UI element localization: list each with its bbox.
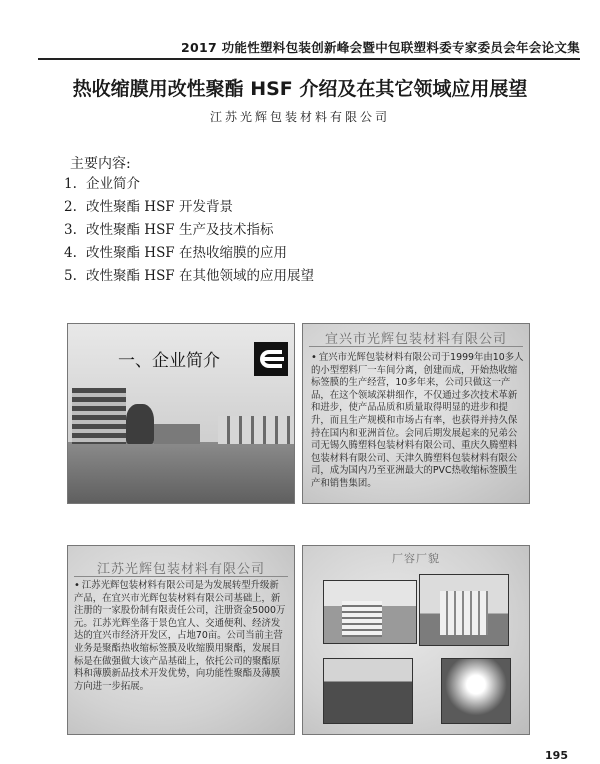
slide-body-text: 江苏光辉包装材料有限公司是为发展转型升级新产品，在宜兴市光辉包装材料有限公司基础上，新注册的一家股份制有限责任公司，注册资金5000万元。江苏光辉坐落于景色宜人、交通便利、经济发达的宜兴市经济开发区，占地70亩。公司当前主营业务是聚酯热收缩标签膜及收缩膜用聚酯，发展目标是在做强做大该产品基础上，依托公司的聚酯原料和薄膜新品技术开发优势，向功能性聚酯及薄膜方向进一步拓展。 (74, 580, 286, 692)
bullet-icon: • (74, 580, 80, 591)
item-number: 1. (64, 176, 77, 192)
item-number: 3. (64, 222, 77, 238)
article-title: 热收缩膜用改性聚酯 HSF 介绍及在其它领域应用展望 (72, 78, 528, 100)
list-item (64, 242, 314, 265)
logo-bar-icon (264, 357, 284, 361)
slide-heading: 一、企业简介 (118, 351, 220, 371)
slide-body (74, 580, 288, 693)
slide-company-intro (67, 323, 295, 504)
slide-title: 厂容厂貌 (392, 552, 440, 565)
author-affiliation: 江苏光辉包装材料有限公司 (209, 110, 390, 124)
bullet-icon: • (311, 352, 317, 363)
tree-photo (126, 404, 154, 444)
factory-photo (323, 580, 417, 644)
header-rule (38, 58, 580, 60)
photo-ground (68, 442, 294, 504)
item-number: 5. (64, 268, 77, 284)
item-text: 企业简介 (86, 176, 140, 192)
page-number: 195 (545, 749, 568, 762)
slide-divider (74, 576, 288, 577)
factory-building-photo (72, 388, 126, 444)
slide-jiangsu-company (67, 545, 295, 735)
item-text: 改性聚酯 HSF 生产及技术指标 (86, 222, 274, 238)
list-item (64, 219, 314, 242)
item-text: 改性聚酯 HSF 在其他领域的应用展望 (86, 268, 314, 284)
company-logo-icon (254, 342, 288, 376)
list-item (64, 196, 314, 219)
contents-list (64, 173, 314, 288)
slide-factory-view (302, 545, 530, 735)
factory-building-photo (218, 416, 295, 444)
slide-divider (309, 346, 523, 347)
list-item (64, 265, 314, 288)
slide-title: 江苏光辉包装材料有限公司 (96, 562, 265, 577)
slide-yixing-company (302, 323, 530, 504)
factory-photo (441, 658, 511, 724)
item-text: 改性聚酯 HSF 在热收缩膜的应用 (86, 245, 287, 261)
item-number: 4. (64, 245, 77, 261)
factory-building-photo (154, 424, 200, 444)
contents-label: 主要内容: (70, 156, 131, 172)
slide-body (311, 352, 525, 491)
item-text: 改性聚酯 HSF 开发背景 (86, 199, 233, 215)
journal-header: 2017 功能性塑料包装创新峰会暨中包联塑料委专家委员会年会论文集 (180, 40, 580, 55)
slide-title: 宜兴市光辉包装材料有限公司 (324, 332, 507, 347)
item-number: 2. (64, 199, 77, 215)
factory-photo (419, 574, 509, 646)
slide-body-text: 宜兴市光辉包装材料有限公司于1999年由10多人的小型塑料厂一车间分离，创建而成，开始热收缩标签膜的生产经营，10多年来，公司只做这一产品，在这个领域深耕细作，不仅通过多次技术革新和进步，使产品品质和质量取得明显的进步和提升，而且生产规模和市场占有率，也获得并持久保持在国内和亚洲首位。会同后期发展起来的兄弟公司无锡久腾塑料包装材料有限公司、重庆久腾塑料包装材料有限公司、天津久腾塑料包装材料有限公司，成为国内乃至亚洲最大的PVC热收缩标签膜生产和销售集团。 (311, 352, 524, 489)
list-item (64, 173, 314, 196)
factory-photo (323, 658, 413, 724)
